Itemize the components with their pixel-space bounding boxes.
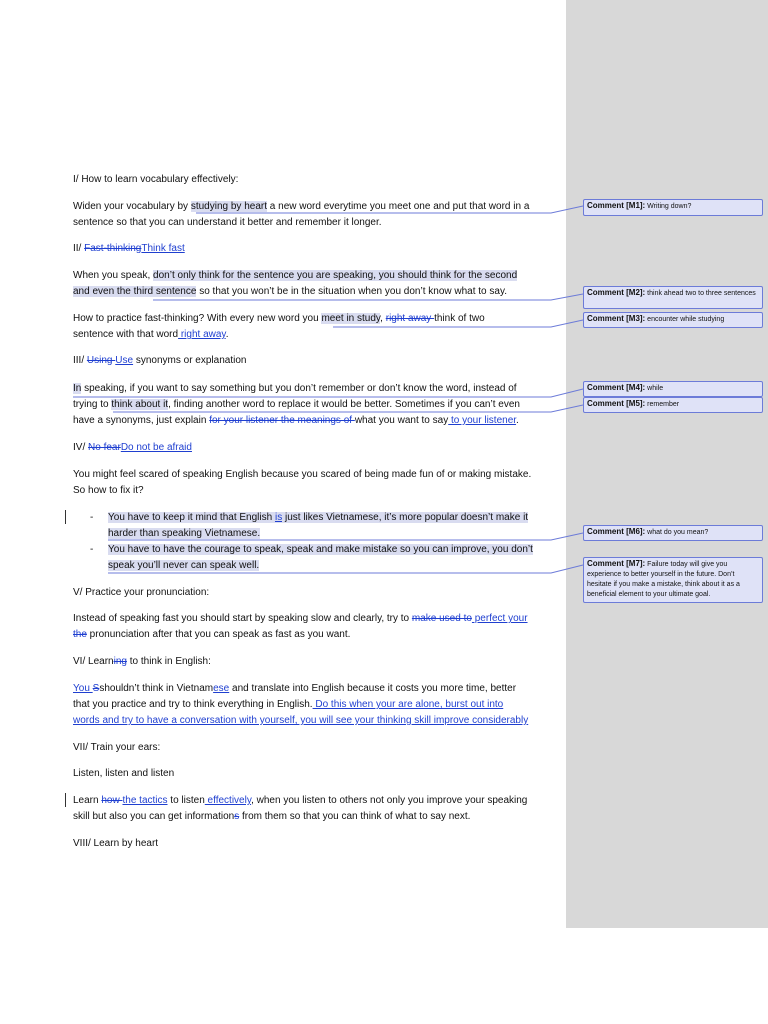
paragraph-5-line-2: So how to fix it? xyxy=(73,485,144,496)
text-run: How to practice fast-thinking? With every new word you xyxy=(73,313,322,324)
paragraph-1-line-2: sentence so that you can understand it better and remember it longer. xyxy=(73,217,382,228)
comment-text: while xyxy=(647,385,664,392)
bullet-2-line-1 xyxy=(108,542,548,558)
comment-label: Comment [M2]: xyxy=(587,288,646,297)
comment-text: think ahead two to three sentences xyxy=(647,290,756,297)
text-run: have a synonyms, just explain xyxy=(73,415,210,426)
inserted-text: is xyxy=(274,512,283,523)
commented-text-m2-cont[interactable]: and even the third sentence xyxy=(73,286,197,297)
paragraph-4-line-2 xyxy=(73,397,551,413)
comment-m5[interactable] xyxy=(583,397,763,413)
paragraph-7-line-3 xyxy=(73,713,551,729)
commented-text-m7[interactable]: You have to have the courage to speak, speak and make mistake so you can improve, you don’t xyxy=(108,544,533,555)
text-run: Widen your vocabulary by xyxy=(73,201,191,212)
bullet-2-line-2 xyxy=(108,558,548,574)
text-run: II/ xyxy=(73,243,85,254)
deleted-text: make used to xyxy=(411,613,472,624)
inserted-text: effectively xyxy=(204,795,252,806)
text-run: sentence with that word xyxy=(73,329,179,340)
comment-text: what do you mean? xyxy=(647,529,709,536)
text-run: , when you listen to others not only you improve your speaking xyxy=(251,795,528,806)
paragraph-6-line-1 xyxy=(73,611,551,627)
change-bar xyxy=(65,793,66,807)
deleted-text: s xyxy=(234,811,240,822)
heading-section-1: I/ How to learn vocabulary effectively: xyxy=(73,174,239,185)
text-run: , finding another word to replace it would be better. Sometimes if you can’t even xyxy=(168,399,520,410)
text-run: IV/ xyxy=(73,442,89,453)
deleted-text: the xyxy=(73,629,87,640)
paragraph-2-line-1 xyxy=(73,268,551,284)
commented-text-m4[interactable]: In xyxy=(73,383,82,394)
text-run: from them so that you can think of what to say next. xyxy=(239,811,471,822)
inserted-text: You xyxy=(73,683,93,694)
text-run: a new word everytime you meet one and put that word in a xyxy=(267,201,530,212)
comment-m3[interactable] xyxy=(583,312,763,328)
comment-label: Comment [M3]: xyxy=(587,314,646,323)
text-run: speaking, if you want to say something but you don’t remember or don’t know the word, instead of xyxy=(81,383,517,394)
commented-text-m2[interactable]: don’t only think for the sentence you are speaking, you should think for the second xyxy=(153,270,518,281)
bullet-1-line-2 xyxy=(108,526,548,542)
comment-m6[interactable] xyxy=(583,525,763,541)
bullet-marker: - xyxy=(90,544,94,555)
inserted-text: Do this when your are alone, burst out into xyxy=(312,699,504,710)
commented-text-m7-cont[interactable]: speak you’ll never can speak well. xyxy=(108,560,260,571)
text-run: VI/ Learn xyxy=(73,656,114,667)
commented-text-m6-end[interactable]: harder than speaking Vietnamese. xyxy=(108,528,261,539)
commented-text-m6[interactable]: You have to keep it mind that English xyxy=(108,512,275,523)
comment-m7[interactable] xyxy=(583,557,763,603)
paragraph-5-line-1: You might feel scared of speaking English because you scared of being made fun of or making mistake. xyxy=(73,469,532,480)
text-run: . xyxy=(516,415,519,426)
comment-sidebar xyxy=(566,0,768,928)
deleted-text: Fast-thinking xyxy=(84,243,142,254)
commented-text-m3[interactable]: meet in study xyxy=(321,313,381,324)
text-run: , xyxy=(380,313,386,324)
text-run: skill but also you can get information xyxy=(73,811,235,822)
text-run: . xyxy=(225,329,229,340)
inserted-text: Do not be afraid xyxy=(120,442,192,453)
inserted-text: right away xyxy=(178,329,226,340)
comment-label: Comment [M5]: xyxy=(587,399,646,408)
deleted-text: S xyxy=(92,683,100,694)
text-run: that you practice and try to think everything in English. xyxy=(73,699,313,710)
paragraph-8: Listen, listen and listen xyxy=(73,768,175,779)
comment-m2[interactable] xyxy=(583,286,763,309)
text-run: think of two xyxy=(434,313,485,324)
heading-section-4 xyxy=(73,440,551,456)
deleted-text: ing xyxy=(113,656,127,667)
paragraph-3-line-2 xyxy=(73,327,551,343)
text-run: III/ xyxy=(73,355,87,366)
deleted-text: No fear xyxy=(88,442,121,453)
inserted-text: words and try to have a conversation with yourself, you will see your thinking skill improve considerably xyxy=(73,715,529,726)
text-run: what you want to say xyxy=(354,415,449,426)
text-run: pronunciation after that you can speak as fast as you want. xyxy=(86,629,351,640)
paragraph-9-line-1 xyxy=(73,793,551,809)
text-run: to think in English: xyxy=(126,656,211,667)
paragraph-4-line-1 xyxy=(73,381,551,397)
comment-text: Writing down? xyxy=(647,203,692,210)
heading-section-3 xyxy=(73,353,551,369)
commented-text-m1[interactable]: studying by heart xyxy=(190,201,268,212)
deleted-text: Using xyxy=(86,355,116,366)
commented-text-m5[interactable]: think about it xyxy=(111,399,169,410)
comment-m4[interactable] xyxy=(583,381,763,397)
comment-label: Comment [M1]: xyxy=(587,201,646,210)
inserted-text: Use xyxy=(115,355,134,366)
text-run: When you speak, xyxy=(73,270,154,281)
text-run: and translate into English because it costs you more time, better xyxy=(229,683,517,694)
text-run: to listen xyxy=(167,795,205,806)
text-run: so that you won’t be in the situation when you don’t know what to say. xyxy=(196,286,507,297)
text-run: synonyms or explanation xyxy=(133,355,247,366)
heading-section-5: V/ Practice your pronunciation: xyxy=(73,587,210,598)
comment-text: remember xyxy=(647,401,680,408)
deleted-text: for your listener the meanings of xyxy=(209,415,355,426)
deleted-text: right away xyxy=(385,313,435,324)
paragraph-4-line-3 xyxy=(73,413,551,429)
comment-text: Failure today will give you experience to better yourself in the future. Don’t hesitate if you make a mistake, think about it as a beneficial element to your ultimate goal. xyxy=(587,561,740,598)
paragraph-1-line-1 xyxy=(73,199,551,215)
paragraph-7-line-2 xyxy=(73,697,551,713)
bullet-marker: - xyxy=(90,512,94,523)
comment-label: Comment [M6]: xyxy=(587,527,646,536)
inserted-text: ese xyxy=(213,683,230,694)
bullet-1-line-1 xyxy=(108,510,548,526)
paragraph-6-line-2 xyxy=(73,627,551,643)
deleted-text: how xyxy=(101,795,123,806)
paragraph-7-line-1 xyxy=(73,681,551,697)
text-run: shouldn’t think in Vietnam xyxy=(99,683,214,694)
inserted-text: to your listener xyxy=(448,415,517,426)
commented-text-m6-cont[interactable]: just likes Vietnamese, it’s more popular doesn’t make it xyxy=(282,512,529,523)
inserted-text: perfect your xyxy=(471,613,528,624)
text-run: Instead of speaking fast you should start by speaking slow and clearly, try to xyxy=(73,613,412,624)
heading-section-6 xyxy=(73,654,551,670)
comment-text: encounter while studying xyxy=(647,316,725,323)
change-bar xyxy=(65,510,66,524)
heading-section-2 xyxy=(73,241,551,257)
text-run: Learn xyxy=(73,795,102,806)
inserted-text: the tactics xyxy=(122,795,168,806)
paragraph-2-line-2 xyxy=(73,284,551,300)
comment-label: Comment [M7]: xyxy=(587,559,646,568)
heading-section-7: VII/ Train your ears: xyxy=(73,742,161,753)
comment-m1[interactable] xyxy=(583,199,763,216)
paragraph-9-line-2 xyxy=(73,809,551,825)
comment-label: Comment [M4]: xyxy=(587,383,646,392)
heading-section-8: VIII/ Learn by heart xyxy=(73,838,159,849)
inserted-text: Think fast xyxy=(141,243,185,254)
paragraph-3-line-1 xyxy=(73,311,551,327)
text-run: trying to xyxy=(73,399,112,410)
